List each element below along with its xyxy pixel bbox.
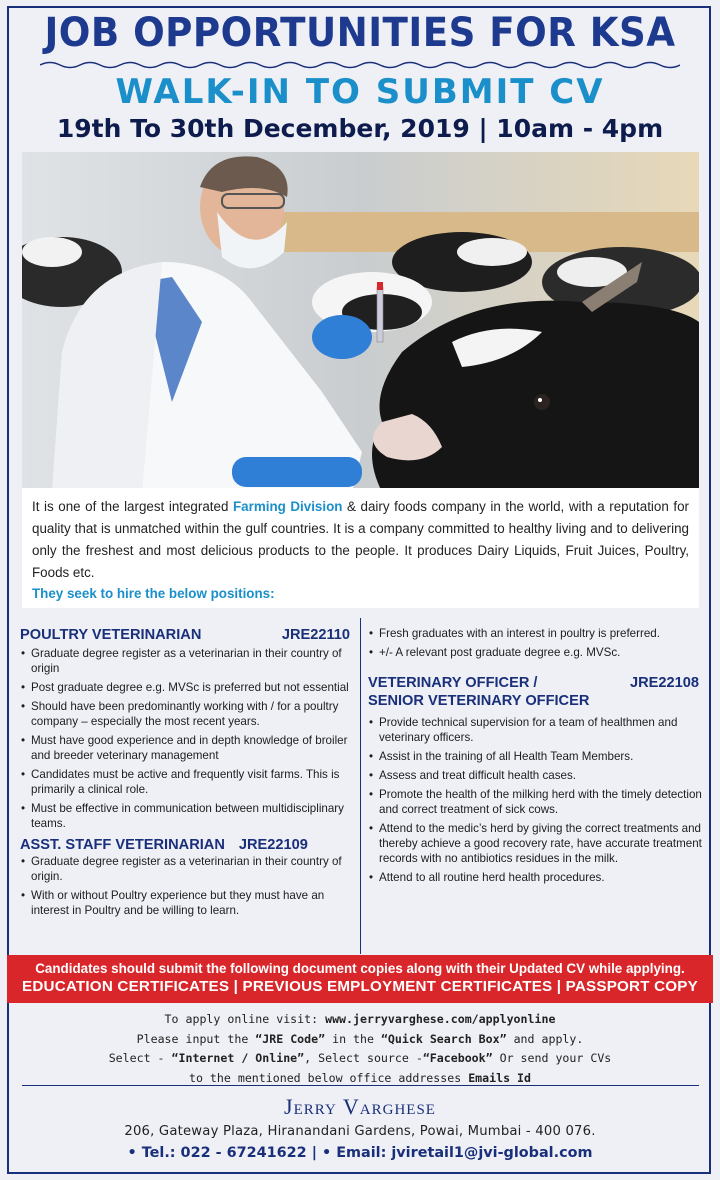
apply-text: in the <box>325 1031 381 1046</box>
separator: | <box>306 1145 322 1161</box>
intro-text-start: It is one of the largest integrated <box>32 499 233 514</box>
documents-banner <box>7 955 713 1003</box>
telephone[interactable]: • Tel.: 022 - 67241622 <box>127 1145 307 1161</box>
contact-line <box>0 1145 720 1161</box>
dates-line: 19th To 30th December, 2019 | 10am - 4pm <box>56 114 664 143</box>
list-item: • Attend to the medic’s herd by giving the correct treatments and thereby achieve a good recovery rate, have accurate treatment records with no antibiotics residues in the milk. <box>368 821 703 866</box>
column-divider <box>360 618 361 954</box>
list-item: • With or without Poultry experience but they must have an interest in Poultry and be willing to learn. <box>20 888 358 918</box>
job-code: JRE22109 <box>238 837 308 853</box>
wave-divider <box>40 60 680 70</box>
job-code: JRE22110 <box>281 627 350 643</box>
job-title: VETERINARY OFFICER / <box>368 675 538 691</box>
list-item: • Fresh graduates with an interest in poultry is preferred. <box>368 626 703 641</box>
apply-url-link[interactable]: www.jerryvarghese.com/applyonline <box>325 1012 556 1026</box>
job-title: POULTRY VETERINARIAN <box>20 627 202 643</box>
job-title-senior: SENIOR VETERINARY OFFICER <box>368 693 590 709</box>
job-heading-asst-staff-vet <box>20 836 358 854</box>
brand-logo-text: Jerry Varghese <box>284 1094 436 1119</box>
list-item: • Candidates must be active and frequently visit farms. This is primarily a clinical role. <box>20 767 358 797</box>
intro-text-end: & dairy foods company in the world, with a reputation for quality that is unmatched within the gulf countries. It is a company committed to healthy living and to delivering only the freshest and most delicious products to the people. It produces Dairy Liquids, Fruit Juices, Poultry, Foods etc. <box>32 499 689 580</box>
list-item: • Provide technical supervision for a team of healthmen and veterinary officers. <box>368 715 703 745</box>
headline: JOB OPPORTUNITIES FOR KSA <box>44 10 676 56</box>
list-item: • Must have good experience and in depth knowledge of broiler and breeder veterinary management <box>20 733 358 763</box>
internet-online-term: “Internet / Online” <box>171 1051 305 1065</box>
footer-divider <box>22 1085 699 1086</box>
jre-code-term: “JRE Code” <box>255 1031 326 1046</box>
walk-in-subtitle: WALK-IN TO SUBMIT CV <box>115 72 605 112</box>
apply-instructions <box>0 1010 720 1088</box>
office-address: 206, Gateway Plaza, Hiranandani Gardens, Powai, Mumbai - 400 076. <box>124 1124 596 1139</box>
job-heading-poultry-vet <box>20 626 358 644</box>
job-code: JRE22108 <box>630 675 699 691</box>
apply-text: To apply online visit: <box>164 1012 326 1026</box>
list-item: • Post graduate degree e.g. MVSc is preferred but not essential <box>20 680 358 695</box>
apply-text: Please input the <box>136 1031 256 1046</box>
documents-instruction: Candidates should submit the following document copies along with their Updated CV while applying. <box>35 961 685 976</box>
quick-search-term: “Quick Search Box” <box>380 1031 507 1046</box>
documents-list: EDUCATION CERTIFICATES | PREVIOUS EMPLOYMENT CERTIFICATES | PASSPORT COPY <box>22 978 698 995</box>
job-requirements-list <box>20 646 358 831</box>
company-intro-box <box>22 488 699 608</box>
job-heading-veterinary-officer <box>368 674 703 692</box>
email-link[interactable]: • Email: jviretail1@jvi-global.com <box>321 1145 593 1161</box>
list-item: • Graduate degree register as a veterinarian in their country of origin <box>20 646 358 676</box>
job-title: ASST. STAFF VETERINARIAN <box>20 837 225 853</box>
list-item: • Assess and treat difficult health cases. <box>368 768 703 783</box>
list-item: • +/- A relevant post graduate degree e.g. MVSc. <box>368 645 703 660</box>
list-item: • Promote the health of the milking herd with the timely detection and correct treatment of sick cows. <box>368 787 703 817</box>
left-column <box>20 626 358 922</box>
apply-text: Or send your CVs <box>492 1051 612 1065</box>
apply-text: , Select source - <box>304 1051 423 1065</box>
job-requirements-list <box>368 626 703 660</box>
job-requirements-list <box>20 854 358 918</box>
right-column <box>368 626 703 889</box>
intro-highlight: Farming Division <box>232 499 343 514</box>
list-item: • Assist in the training of all Health Team Members. <box>368 749 703 764</box>
list-item: • Attend to all routine herd health procedures. <box>368 870 703 885</box>
apply-text: and apply. <box>506 1031 584 1046</box>
facebook-term: “Facebook” <box>422 1051 493 1065</box>
apply-text: to the mentioned below office addresses <box>188 1070 469 1085</box>
emails-id-term: Emails Id <box>468 1070 532 1085</box>
list-item: • Graduate degree register as a veterinarian in their country of origin. <box>20 854 358 884</box>
list-item: • Should have been predominantly working with / for a poultry company – especially the most recent years. <box>20 699 358 729</box>
job-duties-list <box>368 715 703 885</box>
positions-heading: They seek to hire the below positions: <box>32 586 275 601</box>
apply-text: Select - <box>108 1051 172 1065</box>
hero-photo-vet-with-cow <box>22 152 699 492</box>
list-item: • Must be effective in communication between multidisciplinary teams. <box>20 801 358 831</box>
